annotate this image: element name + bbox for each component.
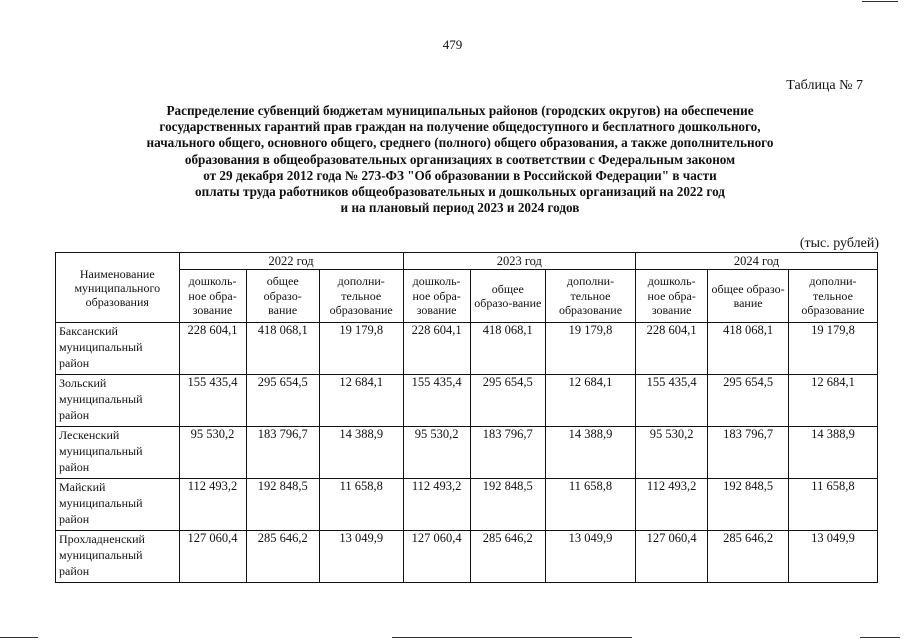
value-cell: 285 646,2 bbox=[246, 531, 319, 583]
scan-mark bbox=[0, 637, 38, 638]
value-cell: 127 060,4 bbox=[179, 531, 246, 583]
district-name: Лескенский муниципальный район bbox=[56, 427, 180, 479]
title-line: Распределение субвенций бюджетам муниципальных районов (городских округов) на обеспечение bbox=[166, 103, 754, 118]
value-cell: 285 646,2 bbox=[470, 531, 545, 583]
name-column-header: Наименование муниципального образования bbox=[56, 253, 180, 323]
sub-header-preschool: дошколь-ное обра-зование bbox=[403, 270, 470, 323]
table-row bbox=[56, 375, 878, 427]
value-cell: 418 068,1 bbox=[470, 323, 545, 375]
title-line: образования в общеобразовательных организациях в соответствии с Федеральным законом bbox=[184, 151, 736, 167]
value-cell: 183 796,7 bbox=[246, 427, 319, 479]
title-line: начального общего, основного общего, среднего (полного) общего образования, а также дополнительного bbox=[146, 135, 774, 151]
sub-header-additional: дополни-тельное образование bbox=[545, 270, 635, 323]
title-line: от 29 декабря 2012 года № 273-ФЗ "Об образовании в Российской Федерации" в части bbox=[203, 167, 717, 183]
value-cell: 295 654,5 bbox=[708, 375, 789, 427]
value-cell: 95 530,2 bbox=[179, 427, 246, 479]
district-name: Зольский муниципальный район bbox=[56, 375, 180, 427]
value-cell: 19 179,8 bbox=[788, 323, 877, 375]
value-cell: 228 604,1 bbox=[403, 323, 470, 375]
value-cell: 127 060,4 bbox=[403, 531, 470, 583]
table-row bbox=[56, 531, 878, 583]
value-cell: 13 049,9 bbox=[545, 531, 635, 583]
district-name: Майский муниципальный район bbox=[56, 479, 180, 531]
title-line: государственных гарантий прав граждан на получение общедоступного и бесплатного дошкольного, bbox=[159, 119, 761, 135]
district-name: Прохладненский муниципальный район bbox=[56, 531, 180, 583]
scan-mark bbox=[860, 637, 900, 638]
value-cell: 12 684,1 bbox=[545, 375, 635, 427]
value-cell: 14 388,9 bbox=[788, 427, 877, 479]
sub-header-preschool: дошколь-ное обра-зование bbox=[179, 270, 246, 323]
page-number: 479 bbox=[442, 37, 463, 52]
value-cell: 95 530,2 bbox=[403, 427, 470, 479]
value-cell: 19 179,8 bbox=[319, 323, 403, 375]
value-cell: 127 060,4 bbox=[636, 531, 708, 583]
year-header-2022: 2022 год bbox=[179, 253, 403, 270]
value-cell: 12 684,1 bbox=[788, 375, 877, 427]
table-row bbox=[56, 427, 878, 479]
year-header-2024: 2024 год bbox=[636, 253, 878, 270]
title-line: и на плановый период 2023 и 2024 годов bbox=[340, 200, 580, 216]
value-cell: 192 848,5 bbox=[246, 479, 319, 531]
value-cell: 192 848,5 bbox=[470, 479, 545, 531]
value-cell: 11 658,8 bbox=[545, 479, 635, 531]
value-cell: 155 435,4 bbox=[179, 375, 246, 427]
value-cell: 295 654,5 bbox=[246, 375, 319, 427]
sub-header-general: общее образо-вание bbox=[708, 270, 789, 323]
table-label: Таблица № 7 bbox=[786, 78, 863, 93]
value-cell: 183 796,7 bbox=[470, 427, 545, 479]
year-header-2023: 2023 год bbox=[403, 253, 635, 270]
value-cell: 192 848,5 bbox=[708, 479, 789, 531]
value-cell: 112 493,2 bbox=[636, 479, 708, 531]
table-row bbox=[56, 323, 878, 375]
value-cell: 112 493,2 bbox=[179, 479, 246, 531]
sub-header-additional: дополни-тельное образование bbox=[788, 270, 877, 323]
units-label: (тыс. рублей) bbox=[799, 236, 879, 251]
value-cell: 11 658,8 bbox=[319, 479, 403, 531]
sub-header-additional: дополни-тельное образование bbox=[319, 270, 403, 323]
value-cell: 228 604,1 bbox=[179, 323, 246, 375]
sub-header-general: общее образо-вание bbox=[246, 270, 319, 323]
sub-header-general: общее образо-вание bbox=[470, 270, 545, 323]
value-cell: 228 604,1 bbox=[636, 323, 708, 375]
value-cell: 11 658,8 bbox=[788, 479, 877, 531]
district-name: Баксанский муниципальный район bbox=[56, 323, 180, 375]
value-cell: 14 388,9 bbox=[319, 427, 403, 479]
value-cell: 418 068,1 bbox=[708, 323, 789, 375]
title-line: оплаты труда работников общеобразовательных и дошкольных организаций на 2022 год bbox=[195, 184, 725, 200]
value-cell: 13 049,9 bbox=[788, 531, 877, 583]
value-cell: 155 435,4 bbox=[636, 375, 708, 427]
value-cell: 112 493,2 bbox=[403, 479, 470, 531]
value-cell: 12 684,1 bbox=[319, 375, 403, 427]
document-title bbox=[60, 103, 860, 216]
scan-mark bbox=[862, 1, 898, 2]
value-cell: 155 435,4 bbox=[403, 375, 470, 427]
value-cell: 418 068,1 bbox=[246, 323, 319, 375]
sub-header-preschool: дошколь-ное обра-зование bbox=[636, 270, 708, 323]
value-cell: 183 796,7 bbox=[708, 427, 789, 479]
value-cell: 285 646,2 bbox=[708, 531, 789, 583]
value-cell: 14 388,9 bbox=[545, 427, 635, 479]
table-row bbox=[56, 479, 878, 531]
value-cell: 95 530,2 bbox=[636, 427, 708, 479]
value-cell: 295 654,5 bbox=[470, 375, 545, 427]
value-cell: 13 049,9 bbox=[319, 531, 403, 583]
subsidy-table bbox=[55, 252, 878, 583]
scan-mark bbox=[392, 637, 632, 638]
value-cell: 19 179,8 bbox=[545, 323, 635, 375]
